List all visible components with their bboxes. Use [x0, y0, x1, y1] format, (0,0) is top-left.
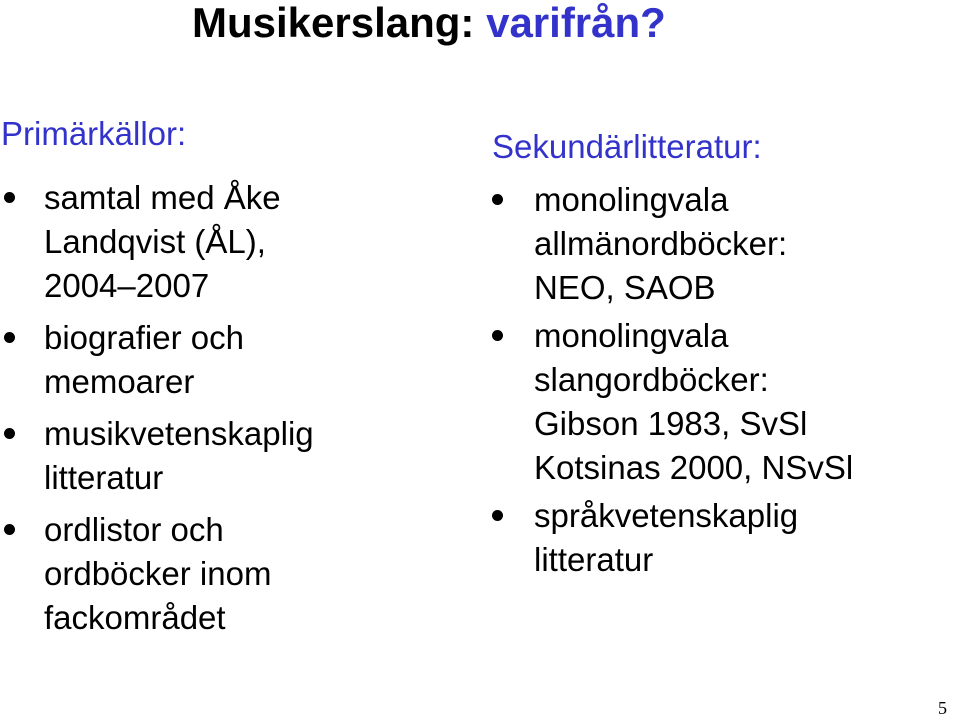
bullet-icon [492, 330, 503, 341]
bullet-icon [4, 428, 15, 439]
list-item-line: monolingvala [534, 317, 729, 354]
list-item-line: litteratur [534, 541, 654, 578]
bullet-icon [4, 524, 15, 535]
list-item [488, 314, 853, 490]
list-item-line: memoarer [44, 363, 195, 400]
list-item-line: ordlistor och [44, 511, 224, 548]
list-item-line: biografier och [44, 319, 244, 356]
list-item-line: litteratur [44, 459, 164, 496]
list-item [488, 178, 853, 310]
list-item [488, 494, 853, 582]
bullet-icon [492, 194, 503, 205]
secondary-literature-list [488, 178, 853, 586]
list-item-line: ordböcker inom [44, 555, 272, 592]
bullet-icon [4, 192, 15, 203]
page-number: 5 [938, 698, 947, 718]
list-item-line: slangordböcker: [534, 361, 769, 398]
list-item-line: 2004–2007 [44, 267, 210, 304]
list-item [0, 176, 314, 308]
list-item-line: Gibson 1983, SvSl [534, 405, 808, 442]
list-item-line: musikvetenskaplig [44, 415, 314, 452]
list-item-line: monolingvala [534, 181, 729, 218]
primary-sources-list [0, 176, 314, 648]
bullet-icon [4, 332, 15, 343]
list-item-line: Kotsinas 2000, NSvSl [534, 449, 854, 486]
title-main: Musikerslang: [192, 0, 487, 46]
list-item-line: språkvetenskaplig [534, 497, 799, 534]
primary-sources-heading: Primärkällor: [1, 115, 187, 152]
title-accent: varifrån? [486, 0, 666, 46]
list-item [0, 508, 314, 640]
list-item-line: Landqvist (ÅL), [44, 223, 266, 260]
list-item-line: NEO, SAOB [534, 269, 716, 306]
list-item [0, 316, 314, 404]
list-item-line: allmänordböcker: [534, 225, 788, 262]
list-item-line: samtal med Åke [44, 179, 281, 216]
list-item-line: fackområdet [44, 599, 226, 636]
secondary-literature-heading: Sekundärlitteratur: [492, 128, 762, 165]
list-item [0, 412, 314, 500]
bullet-icon [492, 510, 503, 521]
slide-title [192, 0, 666, 48]
